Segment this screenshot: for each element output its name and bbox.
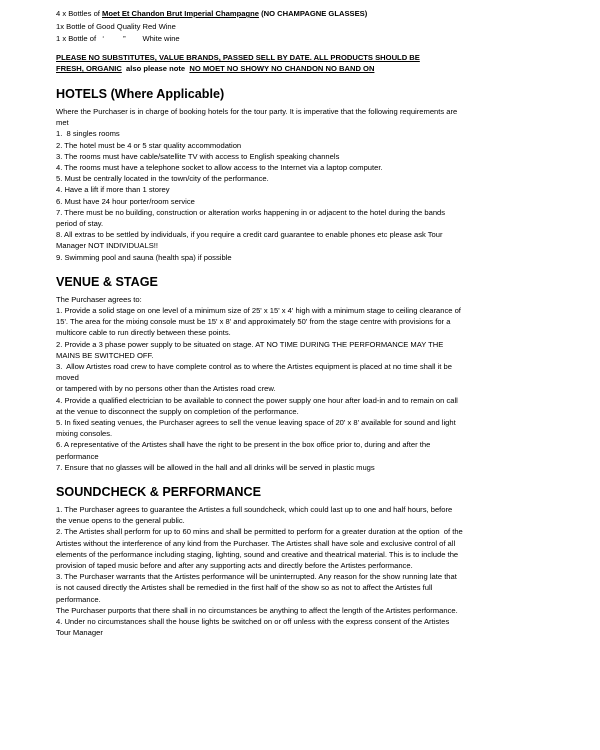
section-heading: VENUE & STAGE — [56, 274, 158, 289]
text-line: 1. The Purchaser agrees to guarantee the Artistes a full soundcheck, which could last up to one and half hours, before — [56, 505, 453, 515]
document-section — [56, 484, 570, 638]
text-line: 15'. The area for the mixing console must be 15' x 8' and approximately 50' from the stage centre with provisions for a — [56, 317, 451, 327]
text-line: period of stay. — [56, 219, 104, 228]
text-line: performance — [56, 451, 99, 461]
text-line: 2. The hotel must be 4 or 5 star quality accommodation — [56, 140, 242, 150]
text-line: 8. All extras to be settled by individuals, if you require a credit card guarantee to enable phones etc please ask Tour — [56, 230, 443, 240]
text-line: 1. Provide a solid stage on one level of a minimum size of 25' x 15' x 4' high with a minimum stage to ceiling clearance of — [56, 306, 461, 316]
text-line: 4. The rooms must have a telephone socket to allow access to the Internet via a laptop computer. — [56, 162, 383, 172]
text-line: 7. Ensure that no glasses will be allowed in the hall and all drinks will be served in plastic mugs — [56, 462, 375, 472]
text-line: mixing consoles. — [56, 429, 113, 439]
text-line — [56, 52, 570, 64]
text-line: Tour Manager — [56, 628, 103, 638]
text-line: performance. — [56, 594, 101, 604]
text-line: 7. There must be no building, construction or alteration works happening in or adjacent to the hotel during the bands — [56, 207, 446, 217]
text-line: at the venue to disconnect the supply on completion of the performance. — [56, 406, 299, 416]
text-line: provision of taped music before and after any supporting acts and directly before the Artistes performance. — [56, 561, 413, 571]
text-line: multicore cable to run directly between these points. — [56, 328, 231, 338]
text-line: 3. Allow Artistes road crew to have complete control as to where the Artistes equipment is placed at no time shall it be — [56, 362, 452, 372]
text-line — [56, 33, 570, 46]
text-line: moved — [56, 373, 79, 383]
text-run: FRESH, ORGANIC — [56, 64, 122, 74]
text-line: or tampered with by no persons other than the Artistes road crew. — [56, 384, 276, 394]
section-heading: SOUNDCHECK & PERFORMANCE — [56, 485, 262, 500]
text-run: PLEASE NO SUBSTITUTES, VALUE BRANDS, PASSED SELL BY DATE. ALL PRODUCTS SHOULD BE — [56, 52, 420, 62]
text-line — [56, 63, 570, 75]
document-section — [56, 274, 570, 473]
text-line — [56, 21, 570, 34]
text-line: 5. In fixed seating venues, the Purchaser agrees to sell the venue leaving space of 20' x 8' available for sound and light — [56, 418, 456, 428]
text-line: Where the Purchaser is in charge of booking hotels for the tour party. It is imperative that the following requirements are — [56, 106, 458, 116]
text-line: the venue opens to the general public. — [56, 516, 185, 526]
text-run: (NO CHAMPAGNE GLASSES) — [258, 9, 368, 18]
text-run: NO MOET NO SHOWY NO CHANDON NO BAND ON — [189, 64, 375, 74]
text-line: MAINS BE SWITCHED OFF. — [56, 350, 154, 360]
document-sections — [56, 86, 570, 639]
text-run: 4 x Bottles of — [56, 9, 103, 18]
text-line: 4. Have a lift if more than 1 storey — [56, 185, 170, 195]
text-line: elements of the performance including staging, lighting, sound and creative and theatrical material. This is to include the — [56, 549, 459, 559]
text-line: 9. Swimming pool and sauna (health spa) if possible — [56, 252, 232, 262]
text-line: 6. Must have 24 hour porter/room service — [56, 196, 195, 206]
section-heading: HOTELS (Where Applicable) — [56, 86, 225, 101]
text-line: 6. A representative of the Artistes shall have the right to be present in the box office prior to, during and after the — [56, 440, 431, 450]
text-line: 2. The Artistes shall perform for up to 60 mins and shall be permitted to perform for a greater duration at the option of the — [56, 527, 463, 537]
text-line: 2. Provide a 3 phase power supply to be situated on stage. AT NO TIME DURING THE PERFORMANCE MAY THE — [56, 339, 444, 349]
text-line: 4. Provide a qualified electrician to be available to connect the power supply one hour after load-in and to remain on call — [56, 395, 458, 405]
text-run: 1 x Bottle of ‘ ” White wine — [56, 34, 180, 44]
text-run: 1x Bottle of Good Quality Red Wine — [56, 21, 176, 31]
text-line: 3. The rooms must have cable/satellite TV with access to English speaking channels — [56, 151, 340, 161]
text-line: 1. 8 singles rooms — [56, 129, 120, 139]
document-section — [56, 86, 570, 263]
text-line: met — [56, 118, 69, 128]
text-run: also please note — [121, 64, 190, 74]
text-line: Manager NOT INDIVIDUALS!! — [56, 241, 158, 251]
text-line — [56, 8, 570, 21]
text-line: The Purchaser agrees to: — [56, 294, 142, 304]
text-line: The Purchaser purports that there shall in no circumstances be anything to affect the length of the Artistes performance. — [56, 605, 458, 615]
text-line: is not caused directly the Artistes shall be remedied in the first half of the show so as not to affect the Artistes full — [56, 583, 433, 593]
text-line: Artistes without the interference of any kind from the Purchaser. The Artistes shall have sole and exclusive control of all — [56, 538, 456, 548]
text-line: 3. The Purchaser warrants that the Artistes performance will be uninterrupted. Any reason for the show running late that — [56, 572, 457, 582]
rider-warning-notice — [56, 52, 570, 75]
text-line: 5. Must be centrally located in the town/city of the performance. — [56, 174, 269, 184]
text-line: 4. Under no circumstances shall the house lights be switched on or off unless with the express consent of the Artistes — [56, 617, 450, 627]
rider-beverage-list — [56, 8, 570, 46]
text-run: Moet Et Chandon Brut Imperial Champagne — [102, 9, 259, 18]
